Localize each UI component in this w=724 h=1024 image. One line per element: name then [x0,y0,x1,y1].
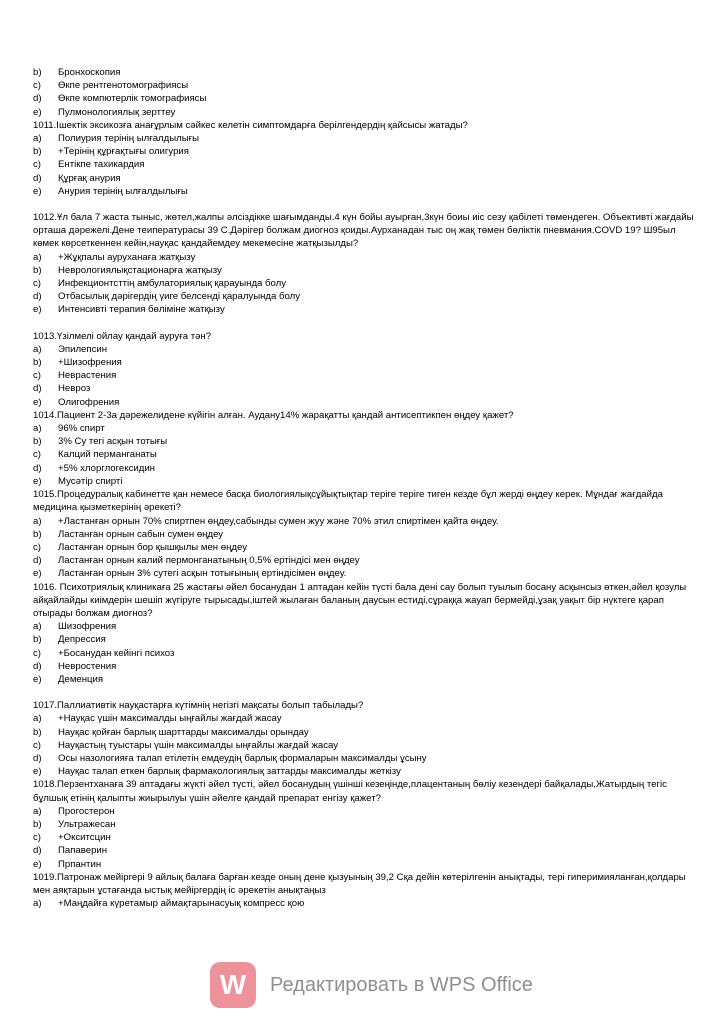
answer-option [33,435,699,448]
answer-option [33,567,699,580]
answer-option [33,541,699,554]
answer-option [33,396,699,409]
option-text: Папаверин [58,845,108,857]
answer-option [33,79,699,92]
option-text: +Шизофрения [58,357,122,369]
option-text: Құрғақ анурия [58,172,121,184]
option-text: +Науқас үшін максималды ыңғайлы жағдай жасау [58,713,282,725]
answer-option [33,132,699,145]
option-text: Өкпе рентгенотомографиясы [58,80,189,92]
option-text: Олигофрения [58,396,120,408]
option-letter: e) [33,858,42,870]
question-text: 1013.Үзілмелі ойлау қандай ауруға тән? [33,330,212,342]
option-letter: d) [33,845,42,857]
option-letter: e) [33,106,42,118]
option-letter: b) [33,436,42,448]
option-text: +Маңдайға күретамыр аймақтарынасуық компресс қою [58,898,305,910]
answer-option [33,356,699,369]
option-text: Бронхоскопия [58,67,121,78]
option-text: Анурия терінің ылғалдылығы [58,185,188,197]
answer-option [33,673,699,686]
wps-edit-banner[interactable] [210,962,540,1008]
blank-line [33,686,699,699]
answer-option [33,647,699,660]
option-letter: d) [33,291,42,303]
answer-option [33,422,699,435]
option-text: Неврастения [58,370,117,382]
document-page [33,66,699,910]
option-letter: a) [33,251,42,263]
answer-option [33,515,699,528]
option-letter: c) [33,370,41,382]
option-text: Деменция [58,673,104,685]
answer-option [33,251,699,264]
answer-option [33,831,699,844]
question-text: 1018.Перзентханаға 39 аптадағы жүкті әйел түсті, әйел босанудың үшінші кезеңінде,плацентаның бөліу кезендері байқалады,Жатырдың тегіс бұлшық етінің қалыпты жиырылуы үшін әйелге қандай препарат енгізу қажет? [33,779,667,804]
option-letter: a) [33,621,42,633]
answer-option [33,475,699,488]
answer-option [33,858,699,871]
answer-option [33,343,699,356]
option-text: +Жұқпалы ауруханаға жатқызу [58,251,196,263]
option-text: +Босанудан кейінгі психоз [58,647,175,659]
option-text: Полиурия терінің ылғалдылығы [58,133,200,145]
option-text: Пулмонологиялық зерттеу [58,106,176,118]
option-text: Инфекционтсттің амбулаториялық қарауында болу [58,278,287,290]
option-letter: c) [33,159,41,171]
blank-line [33,317,699,330]
option-text: Науқас талап еткен барлық фармакологиялық заттарды максималды жеткізу [58,766,401,778]
option-text: +Ластанған орнын 70% спиртпен өңдеу,сабынды сумен жуу және 70% этил спиртімен қайта өңдеу. [58,515,499,527]
option-letter: d) [33,555,42,567]
option-text: Прпантин [58,858,102,870]
option-text: Ультражесан [58,818,116,830]
option-letter: a) [33,515,42,527]
option-text: Өкпе компютерлік томографиясы [58,93,207,105]
option-letter: b) [33,264,42,276]
wps-logo-icon: W [210,962,256,1008]
option-letter: e) [33,568,42,580]
option-letter: c) [33,739,41,751]
option-letter: e) [33,185,42,197]
answer-option [33,66,699,79]
option-text: +5% хлорглогексидин [58,462,155,474]
option-letter: d) [33,172,42,184]
option-letter: e) [33,304,42,316]
answer-option [33,660,699,673]
answer-option [33,528,699,541]
option-letter: c) [33,832,41,844]
answer-option [33,158,699,171]
option-letter: d) [33,660,42,672]
answer-option [33,290,699,303]
option-text: 3% Су тегі асқын тотығы [58,436,168,448]
option-text: Интенсивті терапия бөліміне жатқызу [58,304,225,316]
answer-option [33,185,699,198]
option-text: Калций перманганаты [58,449,157,461]
answer-option [33,752,699,765]
option-text: Шизофрения [58,621,117,633]
option-letter: b) [33,634,42,646]
answer-option [33,303,699,316]
blank-line [33,198,699,211]
option-letter: b) [33,818,42,830]
option-letter: d) [33,462,42,474]
option-letter: e) [33,396,42,408]
option-letter: a) [33,423,42,435]
option-letter: c) [33,278,41,290]
question-text: 1011.Ішектік эксикозға анағұрлым сәйкес келетін симптомдарға берілгендердің қайсысы жатады? [33,119,468,131]
option-letter: b) [33,146,42,158]
option-text: Эпилепсин [58,343,108,355]
answer-option [33,106,699,119]
question-text: 1012.Ұл бала 7 жаста тыныс, жөтел,жалпы әлсіздікке шағымданды.4 күн бойы ауырған,3күн боиы иіс сезу қабілеті төмендеген. Объективті жағдайы орташа дәрежелі.Дене теипературасы 39 С.Дәрігер болжам диогноз қоиды.Аурханадан тыс оң жақ төмен бөліктік пневмания.COVD 19? Ш95ыл көмек көрсеткеннен кейін,науқас қандайемдеу мекемесіне жатқызылды? [33,212,694,250]
option-text: Ластанған орнын бор қышқылы мен өңдеу [58,541,247,553]
option-text: Ентікпе тахикардия [58,159,145,171]
answer-option [33,462,699,475]
answer-option [33,369,699,382]
option-text: Ластанған орнын калий пермонганатының 0,5% ертіндісі мен өңдеу [58,555,360,567]
option-letter: b) [33,357,42,369]
option-text: 96% спирт [58,423,105,435]
option-text: Осы назологияға талап етілетін емдеудің барлық формаларын максималды ұсыну [58,752,427,764]
question-text: 1017.Паллиативтік науқастарға күтімнің негізгі мақсаты болып табылады? [33,700,364,712]
answer-option [33,805,699,818]
option-letter: a) [33,713,42,725]
option-letter: a) [33,133,42,145]
question-text: 1014.Пациент 2-3а дәрежелидене күйігін алған. Аудану14% жарақатты қандай антисептикпен өңдеу қажет? [33,409,514,421]
option-letter: b) [33,528,42,540]
answer-option [33,739,699,752]
answer-option [33,448,699,461]
option-letter: a) [33,898,42,910]
option-text: Неврологиялықстационарға жатқызу [58,264,222,276]
answer-option [33,172,699,185]
option-letter: b) [33,726,42,738]
answer-option [33,844,699,857]
option-letter: c) [33,449,41,461]
option-text: Науқас қойған барлық шарттарды максималды орындау [58,726,309,738]
option-letter: b) [33,67,42,78]
answer-option [33,712,699,725]
answer-option [33,620,699,633]
option-letter: c) [33,647,41,659]
option-text: Науқастың туыстары үшін максималды ыңғайлы жағдай жасау [58,739,339,751]
option-letter: d) [33,93,42,105]
question-text: 1015.Процедуралық кабинетте қан немесе басқа биологиялықсұйықтықтар теріге теріге тиген кезде бұл жерді өңдеу керек. Мұндағ жағдайда медицина қызметкерінің әрекеті? [33,489,663,514]
answer-option [33,145,699,158]
option-letter: c) [33,80,41,92]
question-text: 1019.Патронаж мейіргері 9 айлық балаға барған кезде оның дене қызуының 39,2 Сқа дейін көтерілгенін анықтады, тері гиперимияланған,қолдары мен аяқтарын ұстағанда ыстық мейіргердің іс әрекетін анықтаңыз [33,871,686,896]
option-letter: e) [33,673,42,685]
answer-option [33,633,699,646]
answer-option [33,726,699,739]
option-text: Невроз [58,383,91,395]
answer-option [33,765,699,778]
answer-option [33,897,699,910]
option-letter: c) [33,541,41,553]
answer-option [33,92,699,105]
option-letter: d) [33,383,42,395]
option-text: Ластанған орнын 3% сутегі асқын тотығының ертіндісімен өңдеу. [58,568,347,580]
option-letter: e) [33,766,42,778]
option-text: Невростения [58,660,117,672]
option-text: Прогостерон [58,805,115,817]
answer-option [33,264,699,277]
wps-edit-label[interactable]: Редактировать в WPS Office [270,974,533,996]
option-text: Отбасылық дәрігердің үиге белсенді қаралуында болу [58,291,301,303]
option-text: Ластанған орнын сабын сумен өңдеу [58,528,224,540]
answer-option [33,382,699,395]
option-text: Депрессия [58,634,106,646]
option-letter: e) [33,475,42,487]
option-letter: d) [33,752,42,764]
answer-option [33,277,699,290]
question-text: 1016. Психотриялық клиникаға 25 жастағы әйел босанудан 1 аптадан кейін түсті бала дені сау болып туылып босану асқынсыз өткен,әйел қозулы айқайлайды киімдерін шешіп жүгіруге тырысады,іштей жылаған баланың даусын естиді,сұраққа жауап бермейді,ұзақ уақыт бір нүктеге қарап отырады болжам диогноз? [33,581,687,619]
answer-option [33,818,699,831]
option-letter: a) [33,343,42,355]
option-text: +Терінің құрғақтығы олигурия [58,146,189,158]
option-letter: a) [33,805,42,817]
answer-option [33,554,699,567]
option-text: Мусәтір спирті [58,475,123,487]
option-text: +Окситсцин [58,832,111,844]
